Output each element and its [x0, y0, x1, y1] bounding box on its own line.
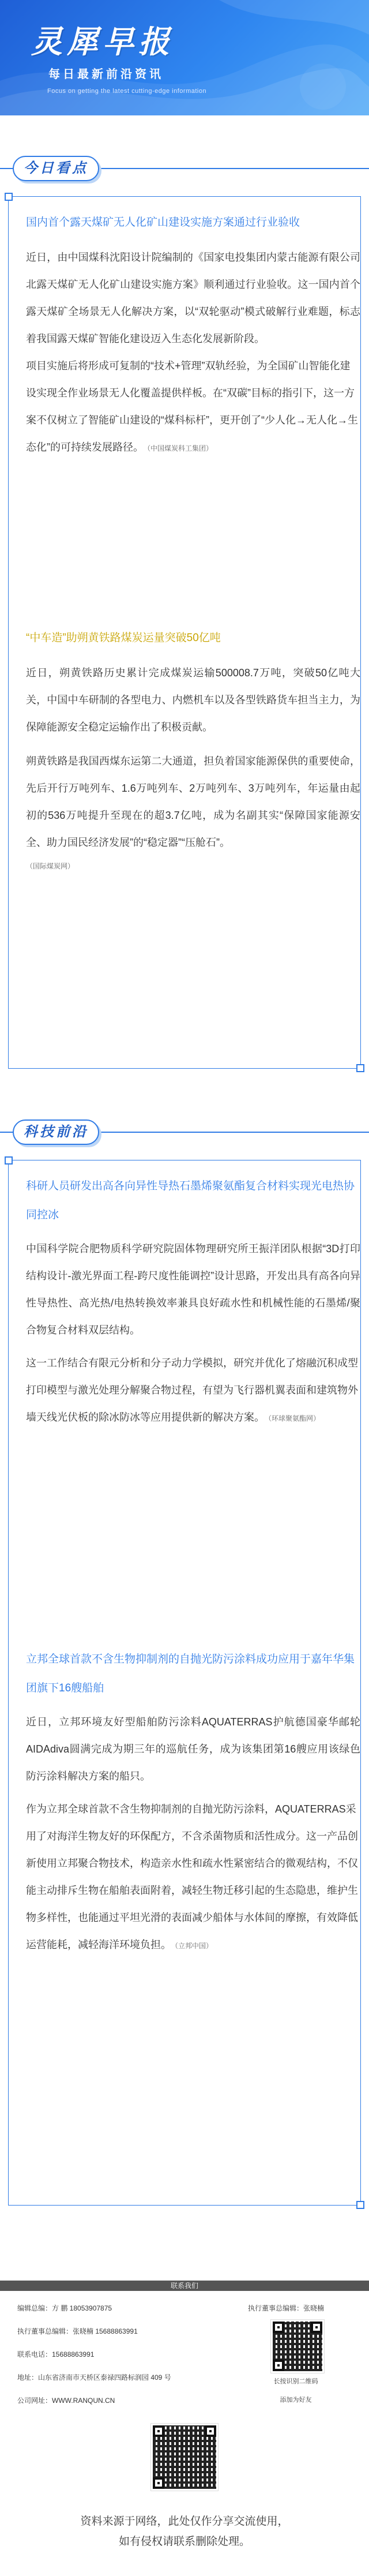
corner-deco — [5, 1156, 13, 1165]
section-box-tech — [8, 1160, 361, 2206]
article-paragraph: 这一工作结合有限元分析和分子动力学模拟，研究并优化了熔融沉积成型打印模型与激光处理分解聚合物过程，有望为飞行器机翼表面和建筑物外墙天线光伏板的除冰防冰等应用提供新的解决方案。 — [26, 1357, 358, 1423]
footer-website[interactable]: 公司网址：WWW.RANQUN.CN — [17, 2397, 115, 2405]
footer-phone: 联系电话：15688863991 — [17, 2350, 95, 2358]
corner-deco — [356, 2201, 364, 2209]
article-source: （立邦中国） — [171, 1942, 213, 1950]
qr-finder — [153, 2477, 164, 2489]
article-shuohuang-railway — [26, 624, 360, 871]
qr-label: 长按识别二维码 — [273, 2378, 318, 2385]
banner-english: Focus on getting the latest cutting-edge information — [47, 88, 207, 95]
corner-deco — [5, 193, 13, 201]
section-header-tech — [0, 1119, 369, 1145]
footer-contact-bar: 联系我们 — [0, 2281, 369, 2291]
article-source: （环球聚氨酯网） — [265, 1414, 321, 1422]
article-title[interactable]: 立邦全球首款不含生物抑制剂的自抛光防污涂料成功应用于嘉年华集团旗下16艘船舶 — [26, 1653, 355, 1694]
article-paragraph: 项目实施后将形成可复制的“技术+管理”双轨经验，为全国矿山智能化建设实现全作业场景无人化覆盖提供样板。在“双碳”目标的指引下，这一方案不仅树立了智能矿山建设的“煤科标杆”，更开创了“少人化→无人化→生态化”的可持续发展路径。 — [26, 360, 358, 453]
qr-finder — [273, 2322, 284, 2333]
header-banner — [0, 0, 369, 115]
article-graphene — [26, 1172, 360, 1431]
article-paragraph: 近日，由中国煤科沈阳设计院编制的《国家电投集团内蒙古能源有限公司北露天煤矿无人化矿山建设实施方案》顺利通过行业验收。这一国内首个露天煤矿全场景无人化解决方案，以“双轮驱动”模式破解行业难题，标志着我国露天煤矿智能化建设迈入生态化发展新阶段。 — [26, 252, 360, 345]
article-title[interactable]: 国内首个露天煤矿无人化矿山建设实施方案通过行业验收 — [26, 216, 300, 229]
section-tag-today: 今日看点 — [13, 156, 99, 181]
article-source: （中国煤炭科工集团） — [144, 444, 213, 452]
qr-finder — [153, 2425, 164, 2437]
banner-title: 灵犀早报 — [31, 25, 174, 59]
article-source: （国际煤炭网） — [26, 862, 75, 870]
article-nippon-paint — [26, 1645, 360, 1959]
section-tag-tech: 科技前沿 — [13, 1119, 99, 1145]
corner-deco — [356, 1064, 364, 1072]
article-paragraph: 朔黄铁路是我国西煤东运第二大通道，担负着国家能源保供的重要使命，先后开行万吨列车、1.6万吨列车、2万吨列车、3万吨列车，年运量由起初的536万吨提升至现在的超3.7亿吨，成为名副其实“保障国家能源安全、助力国民经济发展”的“稳定器”“压舱石”。 — [26, 755, 360, 848]
article-paragraph: 近日，立邦环境友好型船舶防污涂料AQUATERRAS护航德国豪华邮轮AIDAdiva圆满完成为期三年的巡航任务，成为该集团第16艘应用该绿色防污涂料解决方案的船只。 — [26, 1716, 360, 1782]
qr-code-wechat[interactable] — [271, 2320, 324, 2373]
article-coal-mine — [26, 208, 360, 461]
qr-finder — [205, 2425, 216, 2437]
banner-subtitle: 每日最新前沿资讯 — [48, 68, 164, 81]
section-header-today — [0, 156, 369, 181]
footer-exec-editor: 执行董事总编辑：张晓楠 15688863991 — [17, 2327, 138, 2335]
qr-code-official[interactable] — [151, 2424, 218, 2491]
article-paragraph: 中国科学院合肥物质科学研究院固体物理研究所王振洋团队根据“3D打印结构设计-激光界面工程-跨尺度性能调控”设计思路，开发出具有高各向异性导热性、高光热/电热转换效率兼具良好疏水性和机械性能的石墨烯/聚合物复合材料双层结构。 — [26, 1243, 360, 1336]
article-title[interactable]: 科研人员研发出高各向异性导热石墨烯聚氨酯复合材料实现光电热协同控冰 — [26, 1180, 355, 1221]
article-paragraph: 近日，朔黄铁路历史累计完成煤炭运输500008.7万吨，突破50亿吨大关，中国中车研制的各型电力、内燃机车以及各型铁路货车担当主力，为保障能源安全稳定运输作出了积极贡献。 — [26, 667, 360, 733]
footer-address: 地址：山东省济南市天桥区泰禄四路标润园 409 号 — [17, 2373, 171, 2382]
section-box-today — [8, 196, 361, 1069]
article-title[interactable]: “中车造”助朔黄铁路煤炭运量突破50亿吨 — [26, 632, 221, 644]
disclaimer-line-2: 如有侵权请联系删除处理。 — [118, 2536, 250, 2548]
qr-finder — [273, 2360, 284, 2371]
footer-right-label: 执行董事总编辑：张晓楠 — [248, 2304, 325, 2312]
footer-editor: 编辑总编：方 鹏 18053907875 — [17, 2304, 112, 2312]
disclaimer-line-1: 资料来源于网络，此处仅作分享交流使用， — [80, 2515, 289, 2528]
qr-finder — [311, 2322, 322, 2333]
article-paragraph: 作为立邦全球首款不含生物抑制剂的自抛光防污涂料，AQUATERRAS采用了对海洋生物友好的环保配方，不含杀菌物质和活性成分。这一产品创新使用立邦聚合物技术，构造亲水性和疏水性紧密结合的微观结构，不仅能主动排斥生物在船舶表面附着，减轻生物迁移引起的生态隐患，维护生物多样性，也能通过平坦光滑的表面减少船体与水体间的摩擦，有效降低运营能耗，减轻海洋环境负担。 — [26, 1803, 358, 1950]
qr-sublabel: 添加为好友 — [280, 2397, 312, 2403]
